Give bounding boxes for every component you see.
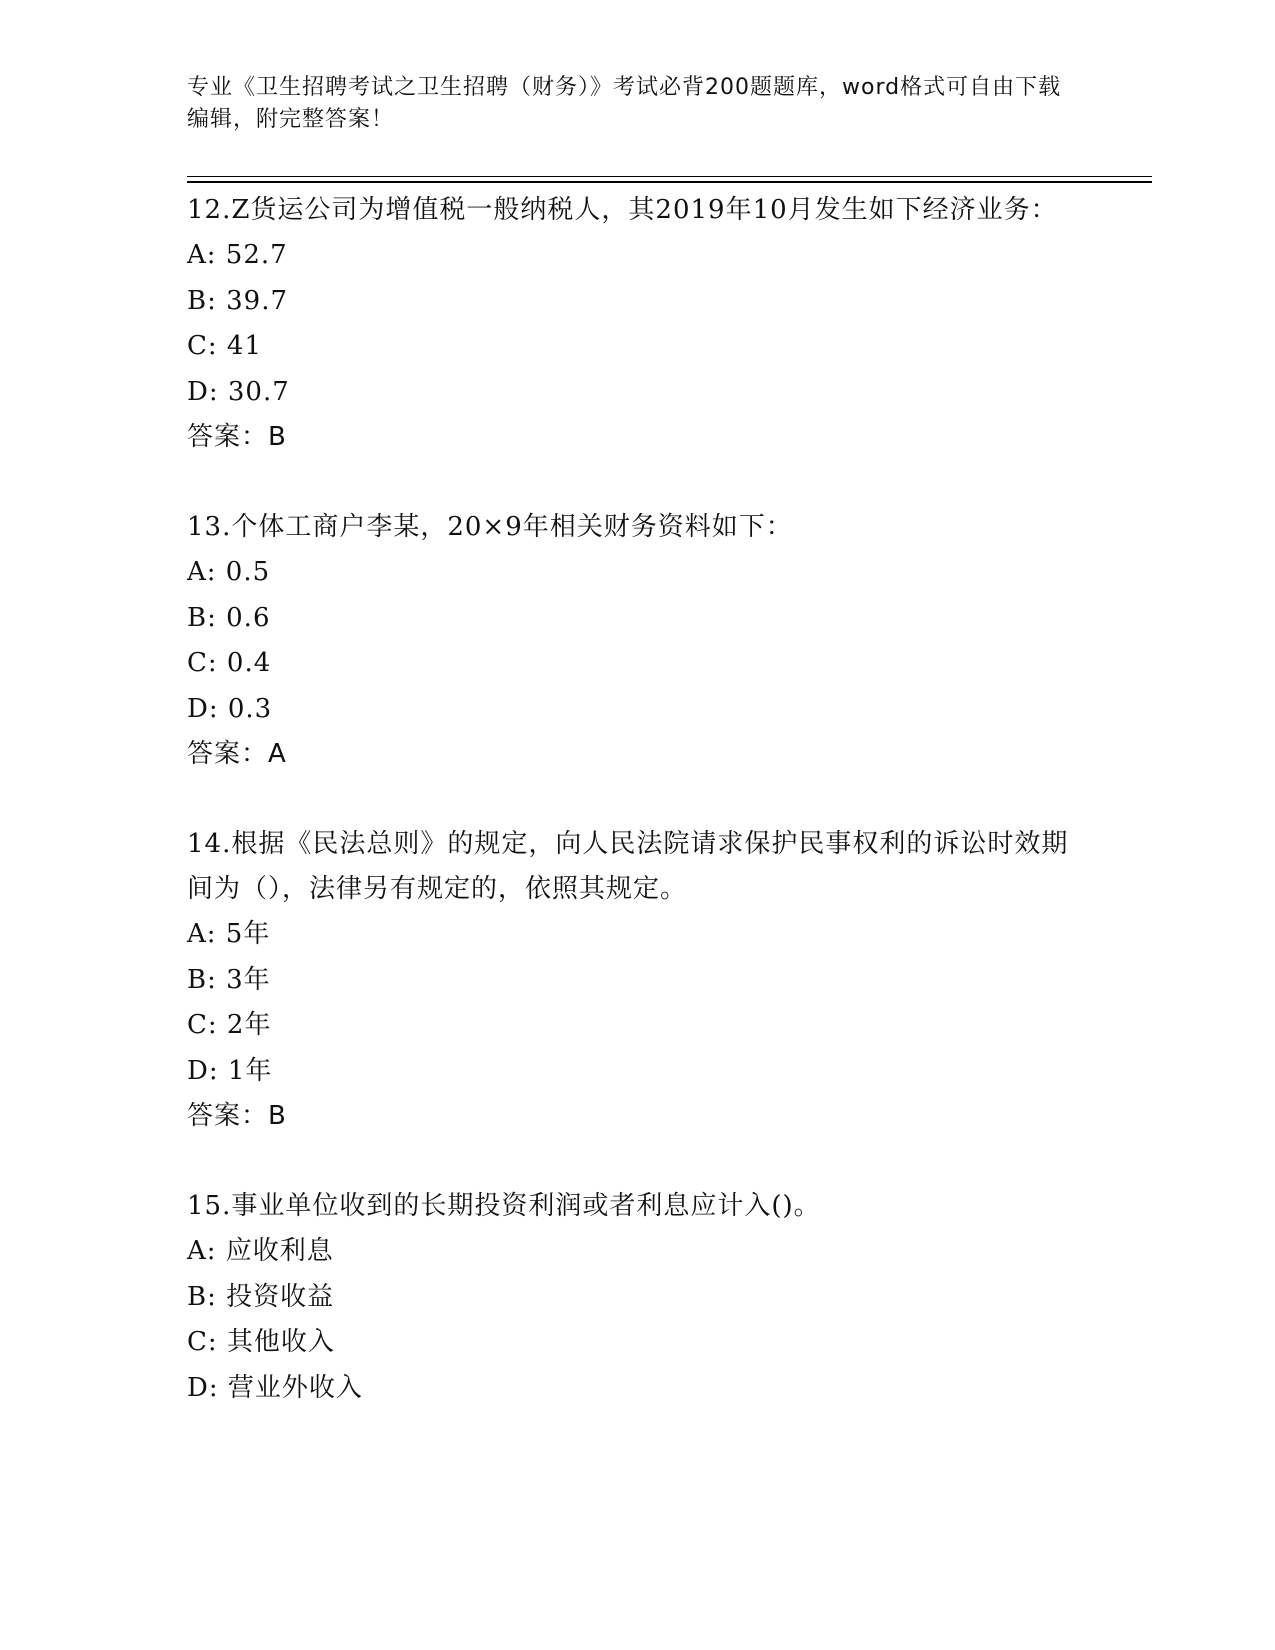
option-b: B: 投资收益 xyxy=(187,1281,335,1312)
answer-line xyxy=(187,415,1087,460)
answer-line xyxy=(187,732,1087,777)
document-header: 专业《卫生招聘考试之卫生招聘（财务）》考试必背200题题库，word格式可自由下载编辑，附完整答案！ xyxy=(187,75,1062,132)
answer-prefix: 答案： xyxy=(187,739,269,769)
option-c: C: 其他收入 xyxy=(187,1327,335,1357)
option-c: C: 41 xyxy=(187,331,263,361)
answer-value: B xyxy=(268,1101,287,1131)
answer-value: A xyxy=(268,739,287,769)
option-d: D: 营业外收入 xyxy=(187,1372,363,1403)
option-a: A: 应收利息 xyxy=(187,1236,334,1266)
option-d: D: 30.7 xyxy=(187,376,290,407)
option-c: C: 2年 xyxy=(187,1010,272,1040)
question-item xyxy=(187,1184,1087,1411)
option-d: D: 1年 xyxy=(187,1055,273,1086)
option-b: B: 0.6 xyxy=(187,602,271,633)
header-divider-thick xyxy=(187,181,1152,183)
option-b: B: 3年 xyxy=(187,964,271,995)
option-c: C: 0.4 xyxy=(187,648,272,678)
option-b: B: 39.7 xyxy=(187,285,289,316)
answer-prefix: 答案： xyxy=(187,422,269,452)
question-stem: 14.根据《民法总则》的规定，向人民法院请求保护民事权利的诉讼时效期间为（），法律另有规定的，依照其规定。 xyxy=(187,829,1069,904)
question-item xyxy=(187,505,1087,777)
answer-value: B xyxy=(268,422,287,452)
question-item xyxy=(187,188,1087,460)
answer-line xyxy=(187,1094,1087,1139)
header-divider-thin xyxy=(187,176,1152,177)
question-stem: 13.个体工商户李某，20×9年相关财务资料如下： xyxy=(187,512,793,542)
question-stem: 15.事业单位收到的长期投资利润或者利息应计入()。 xyxy=(187,1191,821,1221)
option-a: A: 5年 xyxy=(187,919,271,949)
option-a: A: 52.7 xyxy=(187,240,288,270)
question-item xyxy=(187,822,1087,1139)
question-stem: 12.Z货运公司为增值税一般纳税人，其2019年10月发生如下经济业务： xyxy=(187,195,1058,225)
option-a: A: 0.5 xyxy=(187,557,271,587)
answer-prefix: 答案： xyxy=(187,1101,269,1131)
question-list xyxy=(187,188,1087,1456)
option-d: D: 0.3 xyxy=(187,693,273,724)
